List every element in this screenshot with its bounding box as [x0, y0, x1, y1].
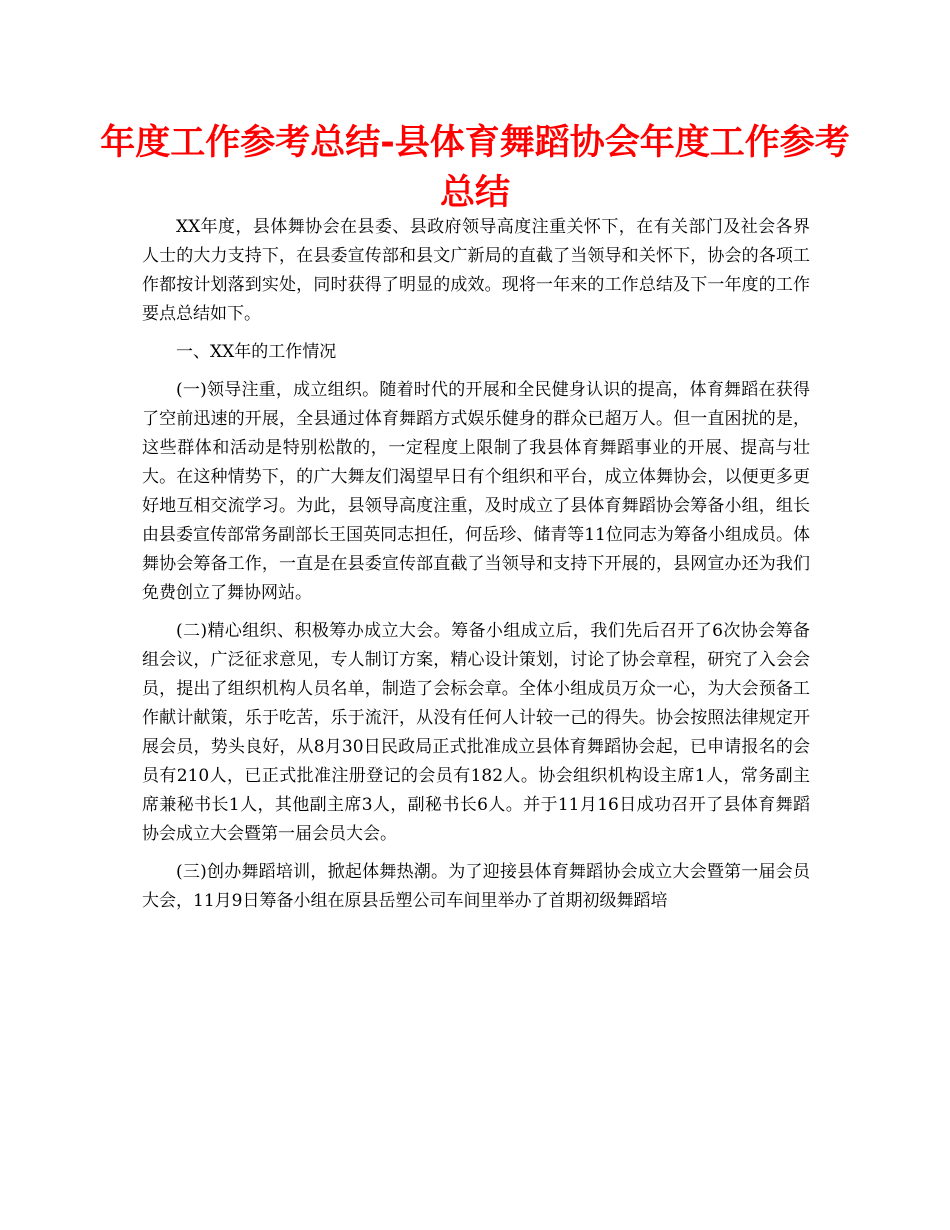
paragraph-organization: (二)精心组织、积极筹办成立大会。筹备小组成立后，我们先后召开了6次协会筹备组会议，广泛征求意见，专人制订方案，精心设计策划，讨论了协会章程，研究了入会会员，提出了组织机构人员名单，制造了会标会章。全体小组成员万众一心，为大会预备工作献计献策，乐于吃苦，乐于流汗，从没有任何人计较一己的得失。协会按照法律规定开展会员，势头良好，从8月30日民政局正式批准成立县体育舞蹈协会起，已申请报名的会员有210人，已正式批准注册登记的会员有182人。协会组织机构设主席1人，常务副主席兼秘书长1人，其他副主席3人，副秘书长6人。并于11月16日成功召开了县体育舞蹈协会成立大会暨第一届会员大会。 [142, 621, 810, 844]
section-heading: 一、XX年的工作情况 [176, 342, 337, 362]
document-title: 年度工作参考总结-县体育舞蹈协会年度工作参考总结 [100, 123, 850, 213]
document-body [142, 213, 810, 925]
paragraph-training: (三)创办舞蹈培训，掀起体舞热潮。为了迎接县体育舞蹈协会成立大会暨第一届会员大会，11月9日筹备小组在原县岳塑公司车间里举办了首期初级舞蹈培 [142, 862, 810, 911]
paragraph-intro: XX年度，县体舞协会在县委、县政府领导高度注重关怀下，在有关部门及社会各界人士的大力支持下，在县委宣传部和县文广新局的直截了当领导和关怀下，协会的各项工作都按计划落到实处，同时获得了明显的成效。现将一年来的工作总结及下一年度的工作要点总结如下。 [142, 217, 810, 324]
paragraph-leadership: (一)领导注重，成立组织。随着时代的开展和全民健身认识的提高，体育舞蹈在获得了空前迅速的开展，全县通过体育舞蹈方式娱乐健身的群众已超万人。但一直困扰的是，这些群体和活动是特别松散的，一定程度上限制了我县体育舞蹈事业的开展、提高与壮大。在这种情势下，的广大舞友们渴望早日有个组织和平台，成立体舞协会，以便更多更好地互相交流学习。为此，县领导高度注重，及时成立了县体育舞蹈协会筹备小组，组长由县委宣传部常务副部长王国英同志担任，何岳珍、储青等11位同志为筹备小组成员。体舞协会筹备工作，一直是在县委宣传部直截了当领导和支持下开展的，县网宣办还为我们免费创立了舞协网站。 [142, 380, 810, 603]
